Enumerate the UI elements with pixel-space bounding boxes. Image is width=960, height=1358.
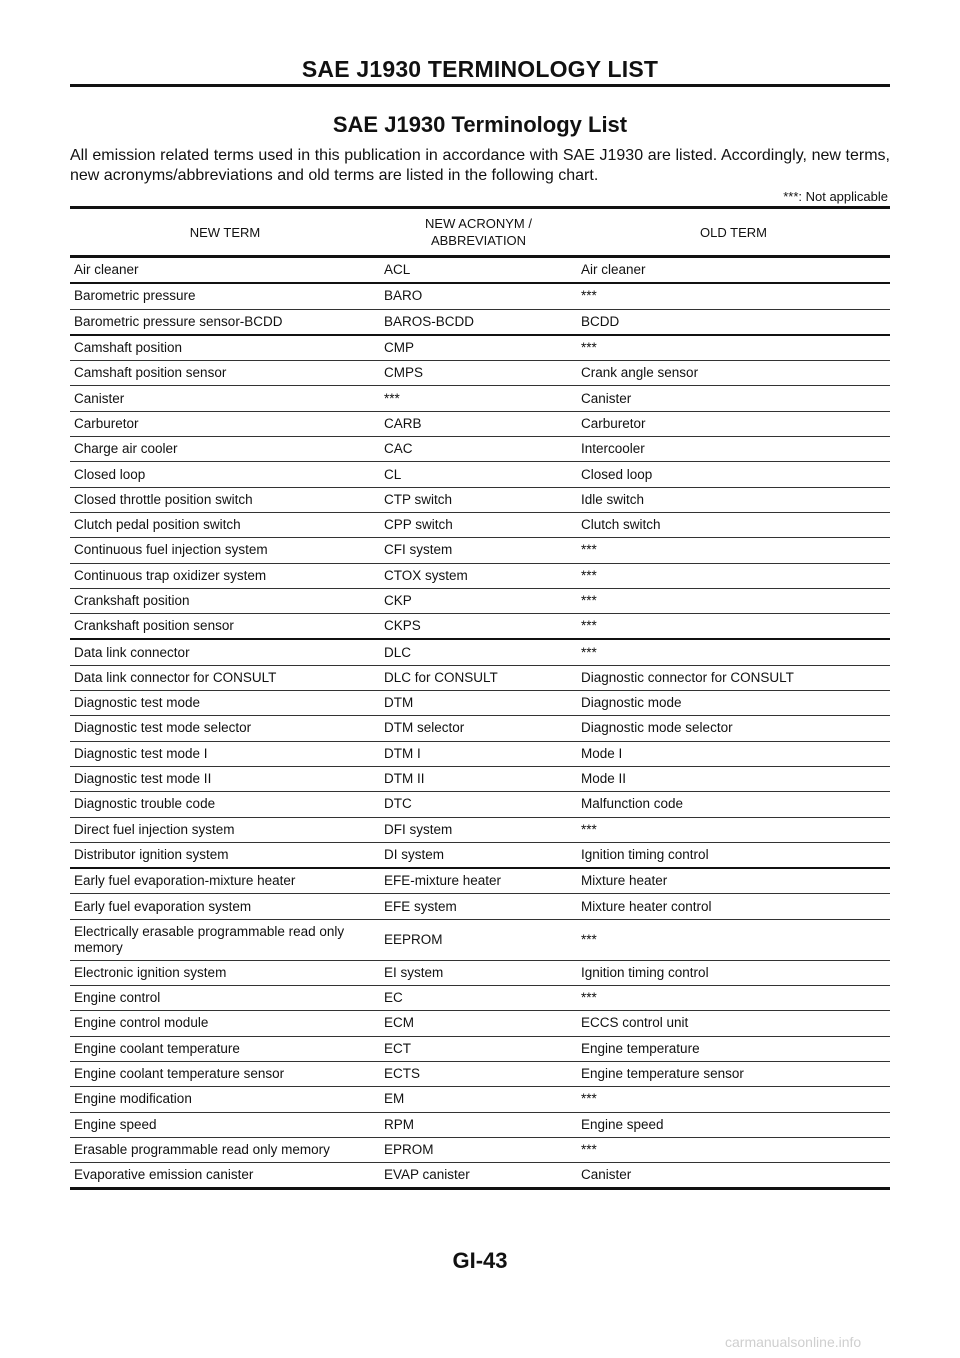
cell-old-term: Mixture heater control	[577, 894, 890, 919]
cell-acronym: CARB	[380, 411, 577, 436]
cell-new-term: Diagnostic test mode I	[70, 741, 380, 766]
cell-old-term: Canister	[577, 386, 890, 411]
cell-new-term: Direct fuel injection system	[70, 817, 380, 842]
cell-new-term: Closed loop	[70, 462, 380, 487]
table-row	[70, 792, 890, 817]
cell-new-term: Electronic ignition system	[70, 960, 380, 985]
cell-new-term: Canister	[70, 386, 380, 411]
cell-acronym: DTM II	[380, 766, 577, 791]
table-row	[70, 868, 890, 894]
table-row	[70, 538, 890, 563]
cell-new-term: Electrically erasable programmable read only memory	[70, 919, 380, 960]
table-row	[70, 691, 890, 716]
cell-acronym: CPP switch	[380, 512, 577, 537]
cell-acronym: BARO	[380, 283, 577, 309]
table-row	[70, 639, 890, 665]
table-row	[70, 487, 890, 512]
cell-new-term: Continuous fuel injection system	[70, 538, 380, 563]
cell-acronym: CFI system	[380, 538, 577, 563]
cell-acronym: CKPS	[380, 614, 577, 640]
terminology-table	[70, 206, 890, 1190]
cell-old-term: ***	[577, 563, 890, 588]
cell-old-term: Carburetor	[577, 411, 890, 436]
column-header-old-term: OLD TERM	[700, 224, 767, 240]
cell-old-term: Engine temperature sensor	[577, 1061, 890, 1086]
cell-new-term: Diagnostic test mode II	[70, 766, 380, 791]
cell-new-term: Evaporative emission canister	[70, 1163, 380, 1189]
cell-old-term: ***	[577, 538, 890, 563]
table-row	[70, 462, 890, 487]
cell-acronym: CTP switch	[380, 487, 577, 512]
table-row	[70, 614, 890, 640]
cell-old-term: Diagnostic mode	[577, 691, 890, 716]
cell-acronym: DLC for CONSULT	[380, 665, 577, 690]
cell-old-term: Intercooler	[577, 437, 890, 462]
table-row	[70, 817, 890, 842]
cell-old-term: Ignition timing control	[577, 960, 890, 985]
cell-acronym: CKP	[380, 588, 577, 613]
cell-new-term: Air cleaner	[70, 257, 380, 284]
cell-new-term: Engine modification	[70, 1087, 380, 1112]
page-number: GI-43	[452, 1248, 508, 1273]
table-header-row	[70, 208, 890, 257]
cell-new-term: Barometric pressure sensor-BCDD	[70, 309, 380, 335]
table-row	[70, 361, 890, 386]
table-row	[70, 1061, 890, 1086]
cell-old-term: ***	[577, 1137, 890, 1162]
table-row	[70, 1011, 890, 1036]
cell-new-term: Crankshaft position	[70, 588, 380, 613]
table-row	[70, 512, 890, 537]
cell-acronym: CL	[380, 462, 577, 487]
cell-new-term: Charge air cooler	[70, 437, 380, 462]
cell-new-term: Camshaft position sensor	[70, 361, 380, 386]
cell-acronym: DTM	[380, 691, 577, 716]
table-row	[70, 411, 890, 436]
table-row	[70, 665, 890, 690]
cell-new-term: Early fuel evaporation-mixture heater	[70, 868, 380, 894]
cell-new-term: Engine control	[70, 986, 380, 1011]
cell-acronym: DTM selector	[380, 716, 577, 741]
not-applicable-note: ***: Not applicable	[783, 189, 888, 204]
intro-paragraph: All emission related terms used in this publication in accordance with SAE J1930 are listed. Accordingly, new terms, new acronyms/abbreviations and old terms are listed in the following chart.	[70, 147, 890, 184]
table-row	[70, 842, 890, 868]
table-row	[70, 257, 890, 284]
table-row	[70, 1137, 890, 1162]
cell-acronym: CMP	[380, 335, 577, 361]
cell-old-term: Idle switch	[577, 487, 890, 512]
cell-old-term: Canister	[577, 1163, 890, 1189]
column-header-new-term: NEW TERM	[189, 224, 261, 240]
cell-new-term: Clutch pedal position switch	[70, 512, 380, 537]
cell-acronym: EI system	[380, 960, 577, 985]
table-row	[70, 283, 890, 309]
cell-acronym: ACL	[380, 257, 577, 284]
running-header-title: SAE J1930 TERMINOLOGY LIST	[301, 56, 659, 82]
cell-new-term: Closed throttle position switch	[70, 487, 380, 512]
cell-old-term: Crank angle sensor	[577, 361, 890, 386]
table-row	[70, 386, 890, 411]
cell-acronym: CTOX system	[380, 563, 577, 588]
cell-acronym: ECT	[380, 1036, 577, 1061]
header-rule	[70, 84, 890, 87]
cell-old-term: ***	[577, 588, 890, 613]
cell-new-term: Carburetor	[70, 411, 380, 436]
cell-acronym: DI system	[380, 842, 577, 868]
cell-old-term: Mode I	[577, 741, 890, 766]
cell-new-term: Engine control module	[70, 1011, 380, 1036]
cell-old-term: ***	[577, 639, 890, 665]
cell-new-term: Engine coolant temperature sensor	[70, 1061, 380, 1086]
watermark: carmanualsonline.info	[725, 1334, 862, 1350]
cell-old-term: ECCS control unit	[577, 1011, 890, 1036]
cell-acronym: ECM	[380, 1011, 577, 1036]
table-row	[70, 309, 890, 335]
cell-acronym: EC	[380, 986, 577, 1011]
cell-old-term: Mixture heater	[577, 868, 890, 894]
table-row	[70, 741, 890, 766]
table-row	[70, 437, 890, 462]
cell-new-term: Camshaft position	[70, 335, 380, 361]
table-row	[70, 563, 890, 588]
cell-old-term: Clutch switch	[577, 512, 890, 537]
cell-acronym: CMPS	[380, 361, 577, 386]
cell-old-term: Mode II	[577, 766, 890, 791]
cell-new-term: Early fuel evaporation system	[70, 894, 380, 919]
cell-old-term: ***	[577, 1087, 890, 1112]
cell-new-term: Distributor ignition system	[70, 842, 380, 868]
cell-old-term: Engine speed	[577, 1112, 890, 1137]
table-row	[70, 588, 890, 613]
cell-new-term: Diagnostic trouble code	[70, 792, 380, 817]
cell-new-term: Diagnostic test mode selector	[70, 716, 380, 741]
table-row	[70, 766, 890, 791]
cell-old-term: Closed loop	[577, 462, 890, 487]
cell-old-term: ***	[577, 614, 890, 640]
cell-old-term: Malfunction code	[577, 792, 890, 817]
cell-acronym: EFE system	[380, 894, 577, 919]
cell-acronym: DTC	[380, 792, 577, 817]
cell-acronym: CAC	[380, 437, 577, 462]
cell-new-term: Continuous trap oxidizer system	[70, 563, 380, 588]
table-row	[70, 919, 890, 960]
table-row	[70, 960, 890, 985]
cell-new-term: Engine coolant temperature	[70, 1036, 380, 1061]
cell-new-term: Diagnostic test mode	[70, 691, 380, 716]
cell-old-term: Diagnostic connector for CONSULT	[577, 665, 890, 690]
table-row	[70, 716, 890, 741]
cell-old-term: Diagnostic mode selector	[577, 716, 890, 741]
cell-acronym: ***	[380, 386, 577, 411]
cell-acronym: EPROM	[380, 1137, 577, 1162]
table-row	[70, 894, 890, 919]
cell-acronym: DTM I	[380, 741, 577, 766]
cell-new-term: Engine speed	[70, 1112, 380, 1137]
cell-old-term: ***	[577, 817, 890, 842]
table-row	[70, 1112, 890, 1137]
cell-acronym: EVAP canister	[380, 1163, 577, 1189]
table-row	[70, 335, 890, 361]
cell-acronym: ECTS	[380, 1061, 577, 1086]
cell-new-term: Crankshaft position sensor	[70, 614, 380, 640]
cell-acronym: RPM	[380, 1112, 577, 1137]
cell-old-term: ***	[577, 335, 890, 361]
cell-old-term: Ignition timing control	[577, 842, 890, 868]
cell-acronym: EFE-mixture heater	[380, 868, 577, 894]
column-header-new-acronym: NEW ACRONYM / ABBREVIATION	[425, 216, 532, 248]
cell-acronym: BAROS-BCDD	[380, 309, 577, 335]
cell-old-term: ***	[577, 919, 890, 960]
table-row	[70, 986, 890, 1011]
cell-old-term: Air cleaner	[577, 257, 890, 284]
cell-acronym: EEPROM	[380, 919, 577, 960]
cell-new-term: Data link connector for CONSULT	[70, 665, 380, 690]
cell-acronym: EM	[380, 1087, 577, 1112]
table-row	[70, 1087, 890, 1112]
cell-acronym: DLC	[380, 639, 577, 665]
cell-acronym: DFI system	[380, 817, 577, 842]
section-title: SAE J1930 Terminology List	[332, 112, 628, 137]
cell-old-term: ***	[577, 986, 890, 1011]
table-row	[70, 1036, 890, 1061]
cell-new-term: Barometric pressure	[70, 283, 380, 309]
table-body	[70, 257, 890, 1189]
table-row	[70, 1163, 890, 1189]
cell-old-term: BCDD	[577, 309, 890, 335]
cell-old-term: Engine temperature	[577, 1036, 890, 1061]
cell-new-term: Data link connector	[70, 639, 380, 665]
cell-new-term: Erasable programmable read only memory	[70, 1137, 380, 1162]
cell-old-term: ***	[577, 283, 890, 309]
